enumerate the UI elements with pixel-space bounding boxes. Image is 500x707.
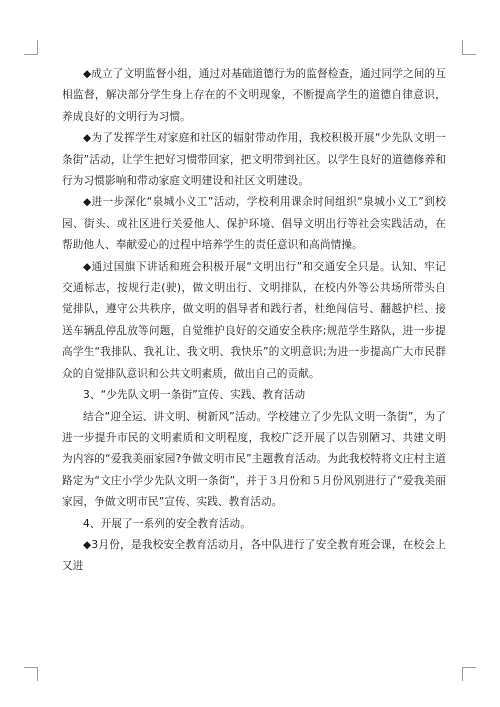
crop-mark-bottom-right xyxy=(462,667,463,681)
crop-mark-top-right xyxy=(462,40,463,54)
paragraph-civilized-street-activity: 结合“迎全运、讲文明、树新风”活动。学校建立了少先队文明一条街”，为了进一步提升市民的文明素质和文明程度，我校广泛开展了以告别陋习、共建文明为内容的“爱我美丽家园?争做文明市民”主题教育活动。为此我校特将文庄村主道路定为“文庄小学少先队文明一条街”，并于３月份和５月份风别进行了“爱我美丽家园，争做文明市民”宣传、实践、教育活动。 xyxy=(62,410,446,509)
paragraph-safety-month: ◆3月份，是我校安全教育活动月，各中队进行了安全教育班会课，在校会上又进 xyxy=(62,538,446,573)
paragraph-supervision-group: ◆成立了文明监督小组，通过对基础道德行为的监督检查，通过同学之间的互相监督，解决部分学生身上存在的不文明现象，不断提高学生的道德自律意识，养成良好的文明行为习惯。 xyxy=(62,68,446,123)
paragraph-little-volunteer: ◆进一步深化“泉城小义工”活动，学校利用课余时间组织“泉城小义工”到校园、街头、或社区进行关爱他人、保护环境、倡导文明出行等社会实践活动，在帮助他人、奉献爱心的过程中培养学生的责任意识和高尚情操。 xyxy=(62,196,446,252)
crop-mark-top-right-h xyxy=(462,54,476,55)
paragraph-civilized-street: ◆为了发挥学生对家庭和社区的辐射带动作用，我校积极开展“少先队文明一条街”活动，让学生把好习惯带回家，把文明带到社区。以学生良好的道德修养和行为习惯影响和带动家庭文明建设和社区文明建设。 xyxy=(62,132,446,188)
crop-mark-bottom-left-h xyxy=(24,667,38,668)
crop-mark-bottom-left xyxy=(37,667,38,681)
crop-mark-top-left xyxy=(37,40,38,54)
crop-mark-bottom-right-h xyxy=(462,667,476,668)
section-heading-3: 3、“少先队文明一条街”宣传、实践、教育活动 xyxy=(83,389,306,402)
paragraph-civilized-travel: ◆通过国旗下讲话和班会积极开展“文明出行”和交通安全只是。认知、牢记交通标志，按规行走(驶)，做文明出行、文明排队，在校内外等公共场所带头自觉排队，遵守公共秩序，做文明的倡导者和践行者，杜绝闯信号、翻越护栏、接送车辆乱停乱放等问题，自觉维护良好的交通安全秩序;规范学生路队，进一步提高学生“我排队、我礼让、我文明、我快乐”的文明意识;为进一步提高广大市民群众的自觉排队意识和公共文明素质，做出自己的贡献。 xyxy=(62,260,446,380)
section-heading-4: 4、开展了一系列的安全教育活动。 xyxy=(83,517,252,530)
crop-mark-top-left-h xyxy=(24,54,38,55)
document-body xyxy=(62,64,446,578)
